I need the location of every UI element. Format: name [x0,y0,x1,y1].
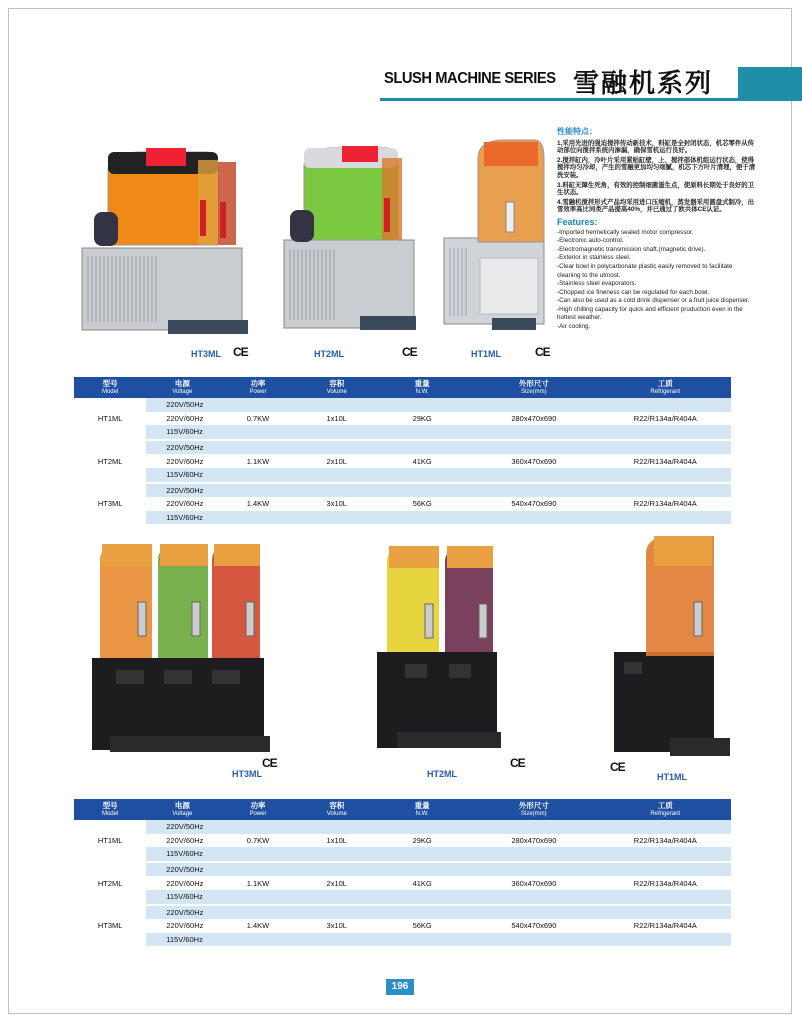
size-cell: 280x470x690 [511,413,557,423]
features-header-english: Features: [557,216,598,227]
refrigerant-cell [600,933,731,948]
table-row [74,933,731,948]
feature-item-en: -Imported hermetically sealed motor compressor. [557,228,694,236]
product-caption: HT1ML [471,349,501,359]
product-image-ht3ml-stainless [68,140,258,340]
spec-table-bottom [74,799,731,948]
header-label-cn: 型号 [102,800,118,810]
header-label-en: Volume [326,810,347,817]
weight-cell [376,440,468,455]
table-row [74,468,731,483]
header-label-cn: 电源 [174,800,190,810]
model-cell: HT2ML [74,862,146,905]
voltage-cell: 115V/60Hz [146,933,218,948]
feature-item-en: -Electronic auto-control. [557,237,624,245]
voltage-cell: 220V/60Hz [166,499,204,509]
refrigerant-cell [600,440,731,455]
power-cell: 1.4KW [246,921,270,931]
size-cell [468,890,599,905]
feature-item-en: -Exterior in stainless steel. [557,254,631,262]
header-label-en: N.W. [415,388,429,395]
voltage-cell: 220V/50Hz [146,440,218,455]
product-image-ht3ml-black [88,540,278,765]
table-row [74,483,731,498]
refrigerant-cell: R22/R134a/R404A [633,413,697,423]
feature-item-en: -Can also be used as a cold drink dispenser or a fruit juice dispenser. [557,297,750,305]
table-header-cell [600,799,731,820]
table-row [74,847,731,862]
weight-cell: 56KG [412,921,432,931]
product-image-ht2ml-stainless [270,140,430,340]
table-row [74,876,731,890]
table-row [74,862,731,877]
title-chinese: 雪融机系列 [573,68,714,98]
model-cell: HT2ML [74,440,146,483]
refrigerant-cell [600,398,731,412]
voltage-cell: 220V/60Hz [166,835,204,845]
weight-cell [376,511,468,526]
table-row [74,820,731,834]
power-cell [219,398,298,412]
size-cell: 360x470x690 [511,456,557,466]
power-cell [219,468,298,483]
feature-item-cn: 4.雪融机搅拌形式产品均采用进口压缩机，蒸发器采用圆盘式制冷，出雪效率高比同类产品提高40%，并已通过了欧共体CE认证。 [557,198,755,214]
size-cell [468,933,599,948]
volume-cell: 3x10L [326,499,347,509]
table-row [74,398,731,412]
weight-cell [376,483,468,498]
voltage-cell: 220V/50Hz [146,483,218,498]
header-label-cn: 外形尺寸 [518,800,549,810]
volume-cell [297,933,376,948]
weight-cell [376,933,468,948]
power-cell: 1.4KW [246,499,270,509]
refrigerant-cell [600,468,731,483]
product-caption: HT2ML [314,349,344,359]
table-row [74,497,731,511]
volume-cell: 2x10L [326,456,347,466]
table-header-cell [468,799,599,820]
volume-cell [297,511,376,526]
power-cell: 1.1KW [246,878,270,888]
refrigerant-cell: R22/R134a/R404A [633,878,697,888]
volume-cell: 2x10L [326,878,347,888]
feature-item-en: -High chilling capacity for quick and efficient production even in the hottest weather. [557,305,743,322]
weight-cell [376,398,468,412]
size-cell: 540x470x690 [511,921,557,931]
table-row [74,425,731,440]
power-cell [219,440,298,455]
product-caption: HT3ML [232,769,262,779]
size-cell: 360x470x690 [511,878,557,888]
power-cell [219,862,298,877]
feature-item-en: -Chopped ice fineness can be regulated for each bowl. [557,288,710,296]
voltage-cell: 115V/60Hz [146,425,218,440]
header-label-en: Volume [326,388,347,395]
volume-cell [297,440,376,455]
title-accent-block [738,67,802,101]
power-cell [219,933,298,948]
voltage-cell: 220V/60Hz [166,921,204,931]
table-header-cell [146,799,218,820]
weight-cell [376,890,468,905]
volume-cell: 3x10L [326,921,347,931]
table-row [74,919,731,933]
power-cell: 0.7KW [246,413,270,423]
size-cell [468,483,599,498]
table-header-cell [297,377,376,398]
header-label-en: Power [249,810,267,817]
voltage-cell: 220V/60Hz [166,456,204,466]
size-cell [468,440,599,455]
weight-cell [376,905,468,920]
ce-mark: CE [402,345,417,359]
weight-cell: 41KG [412,456,432,466]
weight-cell: 56KG [412,499,432,509]
refrigerant-cell [600,847,731,862]
refrigerant-cell [600,862,731,877]
size-cell [468,905,599,920]
header-label-cn: 功率 [250,800,266,810]
table-header-cell [600,377,731,398]
table-header-cell [468,377,599,398]
volume-cell: 1x10L [326,413,347,423]
voltage-cell: 115V/60Hz [146,847,218,862]
ce-mark: CE [262,756,277,770]
power-cell [219,511,298,526]
voltage-cell: 115V/60Hz [146,890,218,905]
table-row [74,412,731,426]
features-header-chinese: 性能特点： [557,127,597,136]
header-label-en: Voltage [172,810,193,817]
size-cell [468,847,599,862]
volume-cell [297,468,376,483]
voltage-cell: 220V/50Hz [146,862,218,877]
feature-item-en: -Stainless steel evaporators. [557,280,637,288]
header-label-cn: 容积 [329,378,345,388]
header-label-en: Size(mm) [521,810,547,817]
power-cell [219,483,298,498]
weight-cell [376,862,468,877]
feature-item-en: -Air cooling. [557,323,591,331]
product-caption: HT3ML [191,349,221,359]
power-cell [219,890,298,905]
power-cell: 0.7KW [246,835,270,845]
power-cell [219,847,298,862]
power-cell [219,425,298,440]
voltage-cell: 220V/50Hz [146,398,218,412]
size-cell: 540x470x690 [511,499,557,509]
volume-cell [297,847,376,862]
product-image-ht1ml-stainless [440,132,555,337]
header-label-cn: 型号 [102,378,118,388]
refrigerant-cell [600,511,731,526]
size-cell [468,468,599,483]
page-number: 196 [386,979,414,995]
volume-cell [297,483,376,498]
features-panel [557,128,757,332]
feature-item-cn: 3.料缸无障生死角，有效的控制细菌滋生点，使原料长期处于良好的卫生状态。 [557,181,755,197]
ce-mark: CE [610,760,625,774]
header-label-cn: 重量 [414,378,430,388]
table-row [74,834,731,848]
table-header-cell [376,377,468,398]
header-label-en: Refrigerant [650,388,681,395]
table-row [74,905,731,920]
header-label-cn: 工质 [657,378,673,388]
table-header-cell [219,799,298,820]
title-english: SLUSH MACHINE SERIES [384,70,556,87]
power-cell: 1.1KW [246,456,270,466]
volume-cell [297,890,376,905]
size-cell [468,511,599,526]
weight-cell: 29KG [412,413,432,423]
header-label-en: N.W. [415,810,429,817]
header-label-en: Power [249,388,267,395]
volume-cell [297,820,376,834]
refrigerant-cell: R22/R134a/R404A [633,499,697,509]
voltage-cell: 220V/60Hz [166,878,204,888]
refrigerant-cell: R22/R134a/R404A [633,921,697,931]
refrigerant-cell [600,905,731,920]
weight-cell [376,425,468,440]
header-label-cn: 功率 [250,378,266,388]
refrigerant-cell [600,820,731,834]
table-row [74,511,731,526]
product-caption: HT1ML [657,772,687,782]
weight-cell: 29KG [412,835,432,845]
voltage-cell: 220V/50Hz [146,820,218,834]
size-cell [468,398,599,412]
ce-mark: CE [535,345,550,359]
table-row [74,890,731,905]
refrigerant-cell: R22/R134a/R404A [633,835,697,845]
header-label-en: Model [101,388,119,395]
feature-item-en: -Clear bowl in polycarbonate plastic easily removed to facilitate cleaning to the utmost. [557,262,733,279]
header-label-en: Refrigerant [650,810,681,817]
voltage-cell: 220V/60Hz [166,413,204,423]
table-header-cell [74,377,146,398]
header-label-en: Size(mm) [521,388,547,395]
feature-item-cn: 2.搅拌缸内，冷叶片采用紧贴缸壁，上、搅拌部体机组运行状态，使得搅拌均匀冷却，产生的雪融更加均匀细腻，机芯下方叶片清理，便于清洗安装。 [557,156,756,179]
ce-mark: CE [233,345,248,359]
table-header-cell [146,377,218,398]
header-label-en: Model [101,810,119,817]
volume-cell [297,398,376,412]
table-header-cell [376,799,468,820]
feature-item-en: -Electromagnetic transmission shaft.(magnetic drive). [557,245,706,253]
header-label-cn: 外形尺寸 [518,378,549,388]
table-header-cell [297,799,376,820]
model-cell: HT1ML [74,820,146,862]
power-cell [219,820,298,834]
header-label-cn: 重量 [414,800,430,810]
model-cell: HT3ML [74,905,146,948]
refrigerant-cell [600,890,731,905]
spec-table-top [74,377,731,526]
product-caption: HT2ML [427,769,457,779]
model-cell: HT3ML [74,483,146,526]
product-image-ht1ml-black [610,532,735,764]
table-header-cell [74,799,146,820]
feature-item-cn: 1.采用先进的强迫搅拌传动新技术，料缸是全封闭状态，机芯零件从传动部位向搅拌系统内渗漏，确保雪机运行良好。 [557,139,755,155]
model-cell: HT1ML [74,398,146,440]
voltage-cell: 115V/60Hz [146,468,218,483]
volume-cell [297,862,376,877]
weight-cell: 41KG [412,878,432,888]
weight-cell [376,468,468,483]
voltage-cell: 115V/60Hz [146,511,218,526]
refrigerant-cell: R22/R134a/R404A [633,456,697,466]
table-row [74,440,731,455]
volume-cell [297,905,376,920]
power-cell [219,905,298,920]
ce-mark: CE [510,756,525,770]
volume-cell: 1x10L [326,835,347,845]
weight-cell [376,820,468,834]
size-cell [468,425,599,440]
header-label-cn: 电源 [174,378,190,388]
header-label-cn: 容积 [329,800,345,810]
refrigerant-cell [600,425,731,440]
header-label-en: Voltage [172,388,193,395]
size-cell: 280x470x690 [511,835,557,845]
product-image-ht2ml-black [375,540,505,765]
title-underline [380,98,738,101]
size-cell [468,820,599,834]
header-label-cn: 工质 [657,800,673,810]
size-cell [468,862,599,877]
voltage-cell: 220V/50Hz [146,905,218,920]
weight-cell [376,847,468,862]
table-header-cell [219,377,298,398]
table-row [74,454,731,468]
volume-cell [297,425,376,440]
refrigerant-cell [600,483,731,498]
